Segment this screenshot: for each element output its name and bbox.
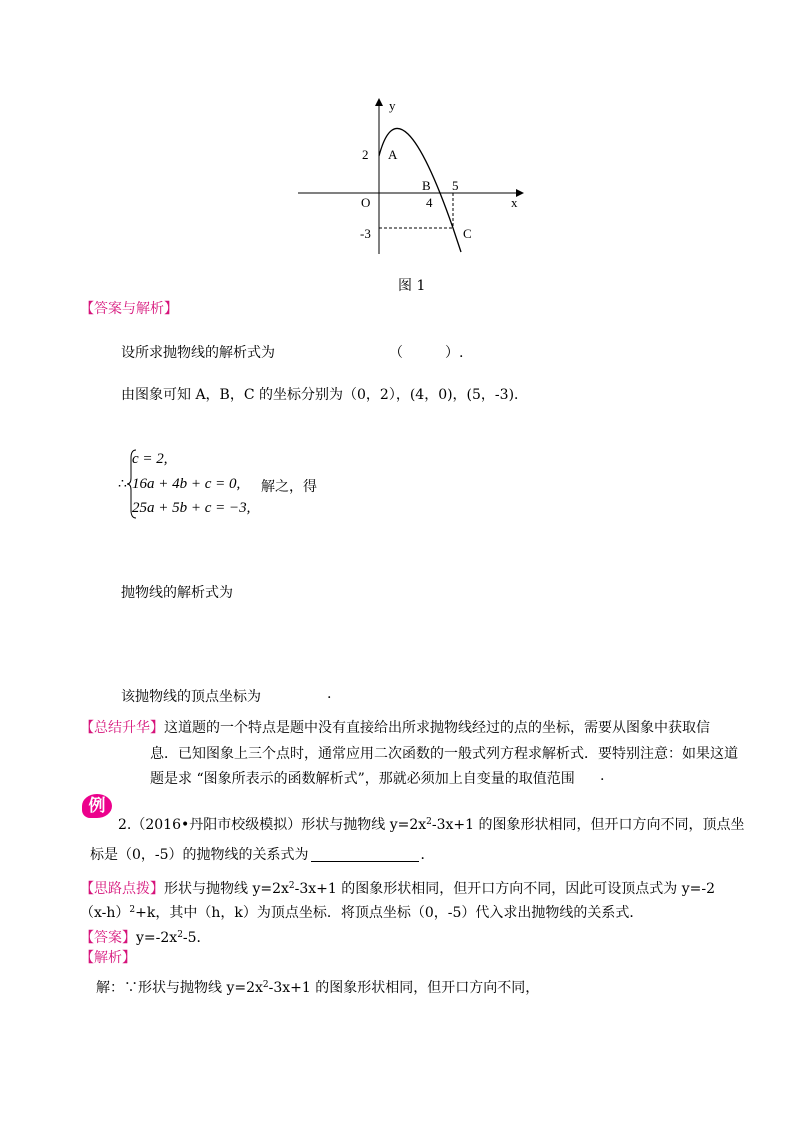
answer-blank[interactable]: [311, 847, 419, 862]
hint-tag: 【思路点拨】: [80, 881, 164, 897]
hint-line-2a: （x-h）: [80, 905, 130, 921]
vertex-text: 该抛物线的顶点坐标为: [121, 689, 261, 705]
answer-text-a: y=-2x: [136, 930, 178, 946]
y-axis-label: y: [389, 98, 396, 113]
y-axis-arrow-icon: [375, 98, 383, 106]
setup-tail: （ ）.: [389, 345, 464, 361]
vertex-tail: .: [327, 686, 332, 702]
figure-caption: 图 1: [398, 278, 426, 294]
hint-sup-1: 2: [288, 881, 295, 891]
y-tick-neg3: -3: [360, 226, 371, 241]
summary-line-3-wrap: [150, 768, 605, 788]
hint-line-1a: 形状与抛物线 y=2x: [164, 881, 289, 897]
summary-tag: 【总结升华】: [80, 720, 164, 736]
example2-line-1: [118, 814, 745, 834]
equation-2: 16a + 4b + c = 0,: [132, 476, 241, 492]
setup-line: [121, 342, 464, 362]
hint-sup-2: 2: [129, 905, 136, 915]
example2-sup: 2: [426, 817, 432, 827]
point-a-label: A: [388, 147, 398, 162]
equation-system: [118, 448, 348, 524]
vertex-line: [121, 686, 332, 706]
summary-line-1: 这道题的一个特点是题中没有直接给出所求抛物线经过的点的坐标，需要从图象中获取信: [164, 720, 710, 736]
x-tick-4: 4: [426, 195, 433, 210]
example2-line-1a: 2.（2016•丹阳市校级模拟）形状与抛物线 y=2x: [118, 817, 427, 833]
point-c-label: C: [463, 226, 472, 241]
equation-3: 25a + 5b + c = −3,: [132, 500, 251, 516]
example2-line-2a: 标是（0，-5）的抛物线的关系式为: [90, 847, 309, 863]
hint-line-1: [80, 878, 715, 898]
origin-label: O: [361, 195, 371, 210]
hint-line-2b: +k，其中（h，k）为顶点坐标．将顶点坐标（0，-5）代入求出抛物线的关系式．: [135, 905, 644, 921]
example2-line-1b: -3x+1 的图象形状相同，但开口方向不同，顶点坐: [431, 817, 745, 833]
answer-line: [80, 927, 211, 947]
example-badge: 例: [82, 794, 112, 818]
analysis-line-1: [96, 977, 539, 997]
parabola-graph: [290, 96, 530, 261]
parabola-expression-line: 抛物线的解析式为: [121, 585, 233, 601]
x-axis-label: x: [511, 195, 518, 210]
analysis-sup: 2: [262, 980, 269, 990]
example2-line-2b: ．: [420, 847, 435, 863]
summary-block: [80, 717, 710, 737]
equation-1: c = 2,: [132, 451, 168, 467]
summary-line-2: 息．已知图象上三个点时，通常应用二次函数的一般式列方程求解析式．要特别注意：如果这道: [150, 746, 738, 762]
summary-line-3: 题是求 “图象所表示的函数解析式”，那就必须加上自变量的取值范围: [150, 771, 575, 787]
answer-tag: 【答案】: [80, 930, 136, 946]
answer-sup: 2: [177, 930, 183, 940]
analysis-line-1a: 解：∵形状与抛物线 y=2x: [96, 980, 263, 996]
example2-line-2: [90, 844, 435, 864]
analysis-line-1b: -3x+1 的图象形状相同，但开口方向不同，: [268, 980, 540, 996]
hint-line-2: [80, 902, 643, 922]
hint-line-1b: -3x+1 的图象形状相同，但开口方向不同，因此可设顶点式为 y=-2: [294, 881, 715, 897]
setup-text: 设所求抛物线的解析式为: [121, 345, 275, 361]
therefore-symbol: ∴: [118, 476, 127, 492]
summary-line-3-tail: .: [600, 768, 605, 784]
analysis-tag: 【解析】: [80, 950, 136, 966]
x-tick-5: 5: [452, 178, 459, 193]
answer-text-b: -5．: [182, 930, 211, 946]
answer-analysis-heading: 【答案与解析】: [80, 301, 178, 317]
point-b-label: B: [422, 178, 431, 193]
solve-text: 解之，得: [261, 479, 317, 495]
y-tick-2: 2: [362, 147, 369, 162]
points-line: 由图象可知 A，B，C 的坐标分别为（0，2），(4，0)，(5，-3)．: [121, 387, 529, 403]
